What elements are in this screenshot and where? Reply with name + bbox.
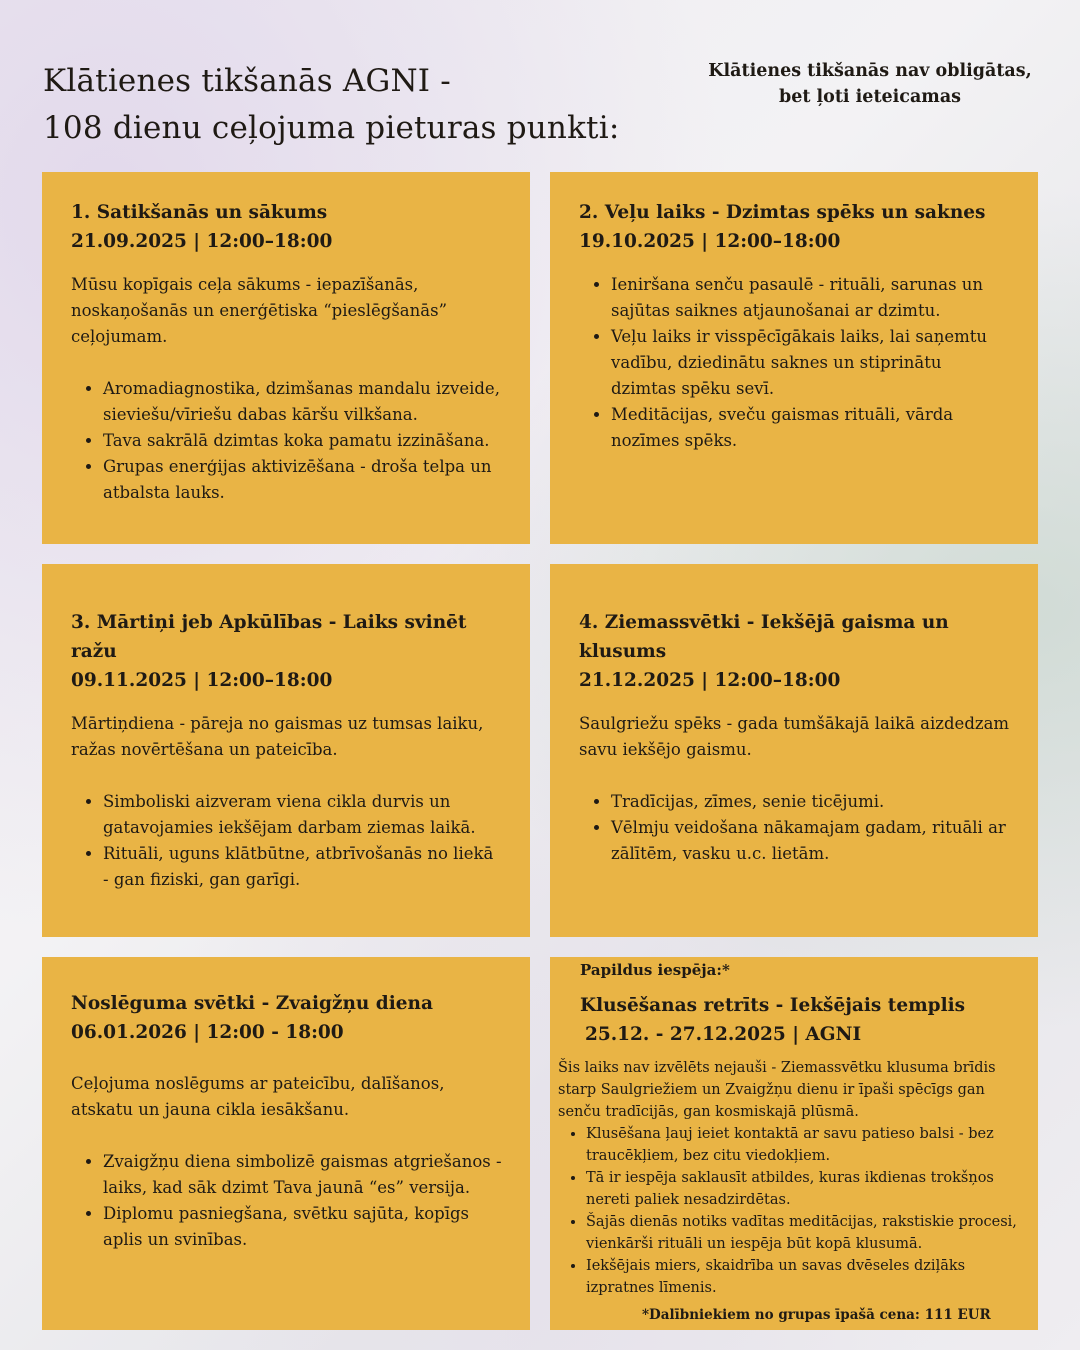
list-item: • Rituāli, uguns klātbūtne, atbrīvošanās no liekā - gan fiziski, gan garīgi. [103,841,502,893]
list-item: • Ieniršana senču pasaulē - rituāli, sarunas un sajūtas saiknes atjaunošanai ar dzimtu. [611,272,1010,324]
event-date: 09.11.2025 | 12:00–18:00 [71,670,333,691]
event-card-2 [550,172,1038,544]
list-item: • Meditācijas, sveču gaismas rituāli, vārda nozīmes spēks. [611,402,1010,454]
event-intro: Šis laiks nav izvēlēts nejauši - Ziemassvētku klusuma brīdis starp Saulgriežiem un Zvaigžņu dienu ir īpaši spēcīgs gan senču tradīcijās, gan kosmiskajā plūsmā. [558,1060,996,1120]
list-item: • Diplomu pasniegšana, svētku sajūta, kopīgs aplis un svinības. [103,1201,502,1253]
note-line-1: Klātienes tikšanās nav obligātas, [708,61,1032,81]
list-item: • Iekšējais miers, skaidrība un savas dvēseles dziļāks izpratnes līmenis. [586,1255,1030,1299]
event-title: Noslēguma svētki - Zvaigžņu diena [71,993,433,1014]
title-line-1: Klātienes tikšanās AGNI - [43,63,451,99]
event-title: Klusēšanas retrīts - Iekšējais templis [580,995,966,1016]
event-card-5 [42,957,530,1330]
list-item: • Aromadiagnostika, dzimšanas mandalu izveide, sieviešu/vīriešu dabas kāršu vilkšana. [103,376,502,428]
page-title [43,58,619,152]
event-date: 06.01.2026 | 12:00 - 18:00 [71,1022,344,1043]
event-bullets [579,272,1010,454]
event-bullets [71,789,502,893]
list-item: • Zvaigžņu diena simbolizē gaismas atgriešanos - laiks, kad sāk dzimt Tava jaunā “es” versija. [103,1149,502,1201]
list-item: • Veļu laiks ir visspēcīgākais laiks, lai saņemtu vadību, dziedinātu saknes un stiprinātu dzimtas spēku sevī. [611,324,1010,402]
event-card-1 [42,172,530,544]
list-item: • Tava sakrālā dzimtas koka pamatu izzināšana. [103,428,502,454]
event-title: 4. Ziemassvētki - Iekšējā gaisma un klusums [579,612,949,662]
event-bullets [558,1123,1030,1299]
list-item: • Vēlmju veidošana nākamajam gadam, rituāli ar zālītēm, vasku u.c. lietām. [611,815,1010,867]
note-line-2: bet ļoti ieteicamas [778,87,962,107]
event-intro: Saulgriežu spēks - gada tumšākajā laikā aizdedzam savu iekšējo gaismu. [579,714,1010,759]
price-footnote: *Dalībniekiem no grupas īpašā cena: 111 EUR [642,1307,991,1323]
event-intro: Mārtiņdiena - pāreja no gaismas uz tumsas laiku, ražas novērtēšana un pateicība. [71,714,484,759]
retreat-card [550,957,1038,1330]
list-item: • Klusēšana ļauj ieiet kontaktā ar savu patieso balsi - bez traucēkļiem, bez citu viedokļiem. [586,1123,1030,1167]
list-item: • Simboliski aizveram viena cikla durvis un gatavojamies iekšējam darbam ziemas laikā. [103,789,502,841]
event-bullets [71,376,502,506]
event-date: 25.12. - 27.12.2025 | AGNI [585,1024,862,1045]
list-item: • Šajās dienās notiks vadītas meditācijas, rakstiskie procesi, vienkārši rituāli un iespēja būt kopā klusumā. [586,1211,1030,1255]
event-date: 21.12.2025 | 12:00–18:00 [579,670,841,691]
event-bullets [579,789,1010,867]
event-date: 21.09.2025 | 12:00–18:00 [71,231,333,252]
event-title: 1. Satikšanās un sākums [71,202,328,223]
list-item: • Grupas enerģijas aktivizēšana - droša telpa un atbalsta lauks. [103,454,502,506]
event-intro: Mūsu kopīgais ceļa sākums - iepazīšanās, noskaņošanās un enerģētiska “pieslēgšanās” ceļojumam. [71,275,448,346]
event-card-4 [550,564,1038,937]
event-card-3 [42,564,530,937]
event-date: 19.10.2025 | 12:00–18:00 [579,231,841,252]
list-item: • Tradīcijas, zīmes, senie ticējumi. [611,789,1010,815]
attendance-note [690,58,1050,110]
event-title: 3. Mārtiņi jeb Apkūlības - Laiks svinēt ražu [71,612,467,662]
list-item: • Tā ir iespēja saklausīt atbildes, kuras ikdienas trokšņos nereti paliek nesadzirdētas. [586,1167,1030,1211]
event-title: 2. Veļu laiks - Dzimtas spēks un saknes [579,202,986,223]
extra-option-label: Papildus iespēja:* [580,961,730,979]
event-bullets [71,1149,502,1253]
title-line-2: 108 dienu ceļojuma pieturas punkti: [43,110,620,146]
event-intro: Ceļojuma noslēgums ar pateicību, dalīšanos, atskatu un jauna cikla iesākšanu. [71,1074,445,1119]
